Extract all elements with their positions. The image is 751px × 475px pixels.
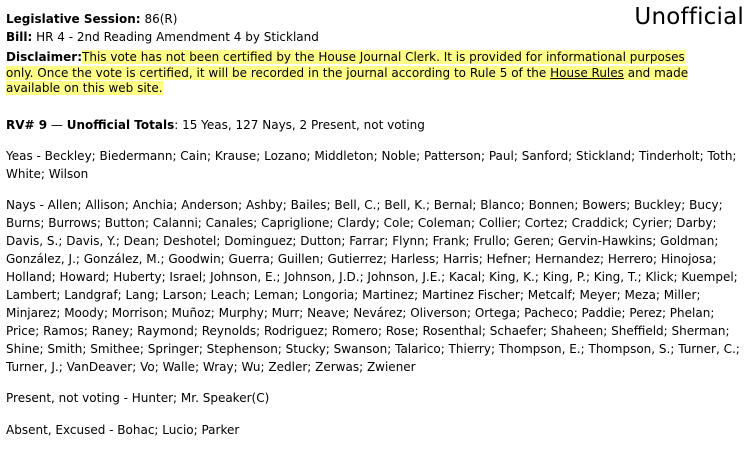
disclaimer-text-before: This vote has not been certified by the House Journal Clerk. It is provided for informational purposes only. Once the vote is certified, it will be recorded in the journal according to Rule 5 of the xyxy=(6,50,685,80)
unofficial-totals-label: Unofficial Totals xyxy=(66,117,175,132)
legislative-session-line xyxy=(6,10,744,28)
vote-record-page xyxy=(6,10,744,439)
bill-label: Bill: xyxy=(6,30,33,44)
unofficial-totals-text: : 15 Yeas, 127 Nays, 2 Present, not voting xyxy=(174,117,425,132)
disclaimer-text xyxy=(6,50,688,95)
disclaimer xyxy=(6,50,706,97)
session-label: Legislative Session: xyxy=(6,12,141,26)
record-vote-label: RV# 9 xyxy=(6,117,48,132)
nays-list: Nays - Allen; Allison; Anchia; Anderson; Ashby; Bailes; Bell, C.; Bell, K.; Bernal; Blanco; Bonnen; Bowers; Buckley; Bucy; Burns; Burrows; Button; Calanni; Canales; Capriglione; Clardy; Cole; Coleman; Collier; Cortez; Craddick; Cyrier; Darby; Davis, S.; Davis, Y.; Dean; Deshotel; Dominguez; Dutton; Farrar; Flynn; Frank; Frullo; Geren; Gervin-Hawkins; Goldman; González, J.; González, M.; Goodwin; Guerra; Guillen; Gutierrez; Harless; Harris; Hefner; Hernandez; Herrero; Hinojosa; Holland; Howard; Huberty; Israel; Johnson, E.; Johnson, J.D.; Johnson, J.E.; Kacal; King, K.; King, P.; King, T.; Klick; Kuempel; Lambert; Landgraf; Lang; Larson; Leach; Leman; Longoria; Martinez; Martinez Fischer; Metcalf; Meyer; Meza; Miller; Minjarez; Moody; Morrison; Muñoz; Murphy; Murr; Neave; Nevárez; Oliverson; Ortega; Pacheco; Paddie; Perez; Phelan; Price; Ramos; Raney; Raymond; Reynolds; Rodriguez; Romero; Rose; Rosenthal; Schaefer; Shaheen; Sheffield; Sherman; Shine; Smith; Smithee; Springer; Stephenson; Stucky; Swanson; Talarico; Thierry; Thompson, E.; Thompson, S.; Turner, C.; Turner, J.; VanDeaver; Vo; Walle; Wray; Wu; Zedler; Zerwas; Zwiener xyxy=(6,197,740,374)
present-not-voting-list: Present, not voting - Hunter; Mr. Speaker(C) xyxy=(6,390,270,405)
yeas-list: Yeas - Beckley; Biedermann; Cain; Krause; Lozano; Middleton; Noble; Patterson; Paul; Sanford; Stickland; Tinderholt; Toth; White; Wilson xyxy=(6,148,737,181)
session-value: 86(R) xyxy=(144,12,178,26)
record-vote-totals xyxy=(6,116,744,134)
bill-value: HR 4 - 2nd Reading Amendment 4 by Stickland xyxy=(36,30,319,44)
disclaimer-text-after: and made available on this web site. xyxy=(6,65,689,95)
disclaimer-label: Disclaimer: xyxy=(6,50,83,64)
house-rules-link[interactable]: House Rules xyxy=(550,65,624,80)
bill-line xyxy=(6,28,744,46)
record-vote-dash: — xyxy=(47,117,67,132)
absent-excused-list: Absent, Excused - Bohac; Lucio; Parker xyxy=(6,422,240,437)
unofficial-watermark: Unofficial xyxy=(634,4,744,30)
